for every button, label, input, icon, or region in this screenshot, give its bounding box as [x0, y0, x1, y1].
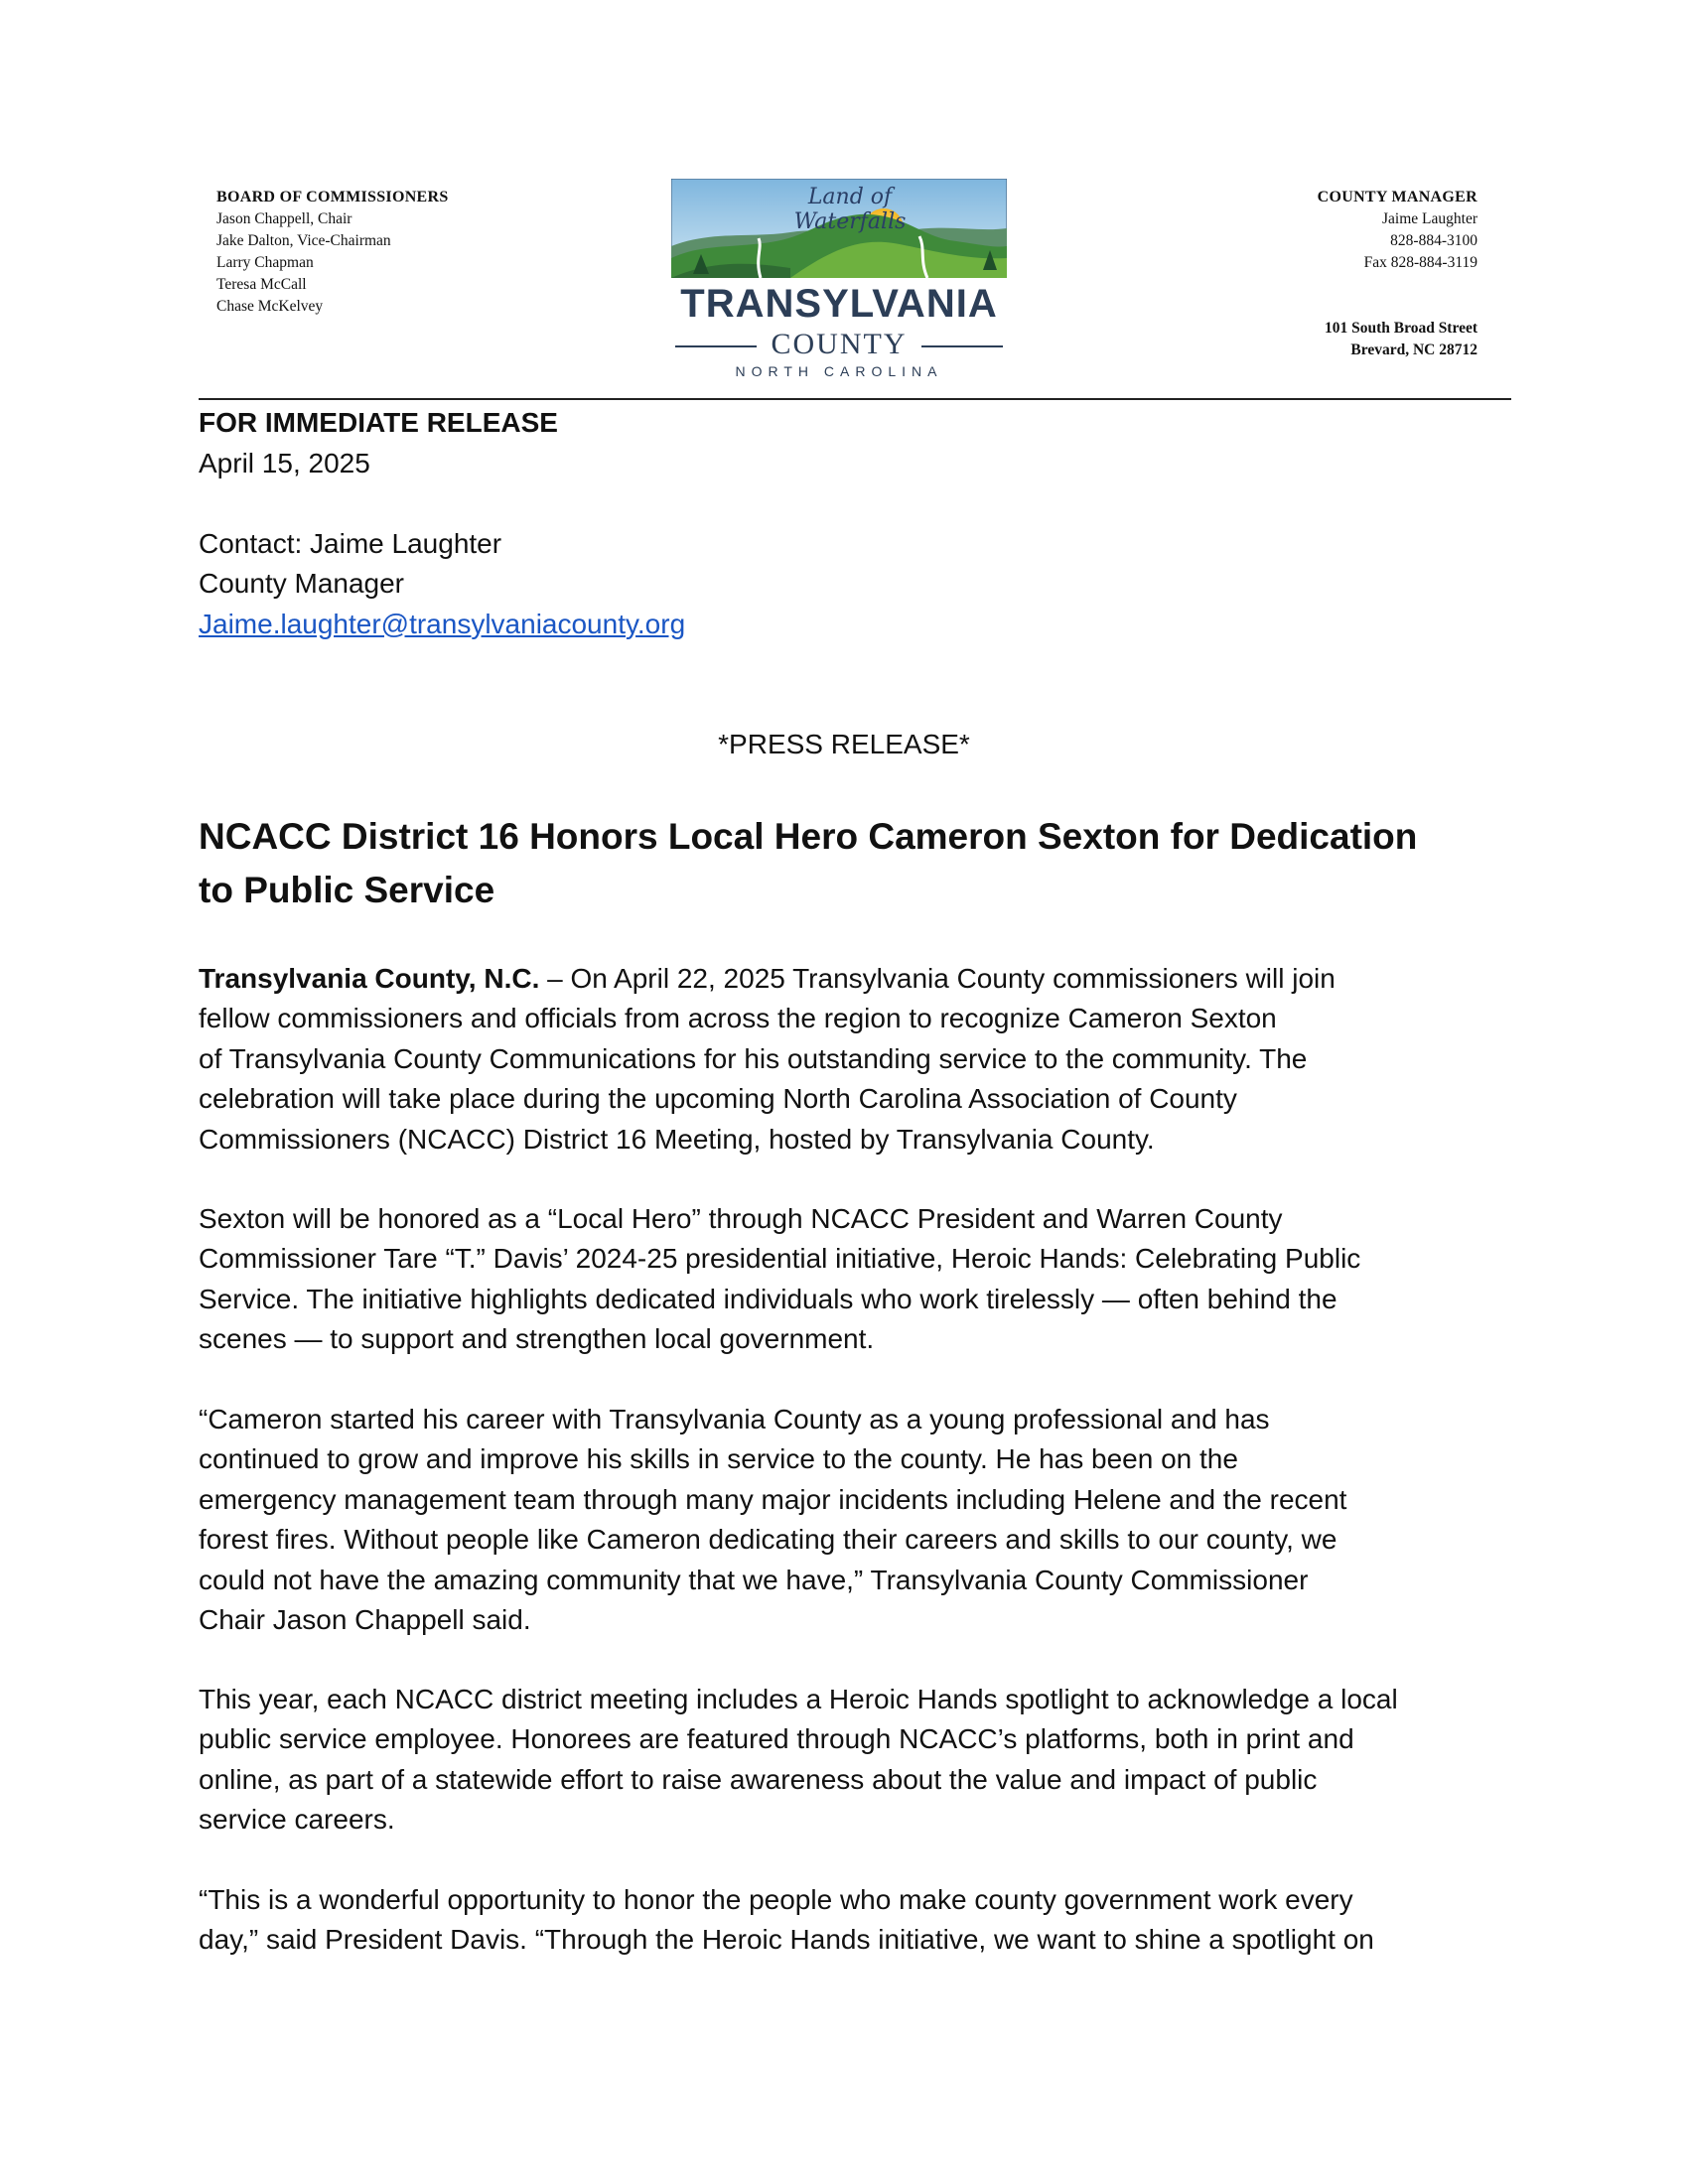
- board-member: Jason Chappell, Chair: [216, 210, 352, 227]
- county-address: [1160, 318, 1477, 361]
- paragraph-line: Chair Jason Chappell said.: [199, 1604, 531, 1636]
- paragraph-line: “This is a wonderful opportunity to honor the people who make county government work every: [199, 1884, 1353, 1915]
- county-manager-block: [1160, 187, 1477, 274]
- paragraph-line: could not have the amazing community that we have,” Transylvania County Commissioner: [199, 1564, 1309, 1595]
- release-label: FOR IMMEDIATE RELEASE: [199, 407, 558, 438]
- paragraph-line: celebration will take place during the upcoming North Carolina Association of County: [199, 1083, 1237, 1115]
- paragraph-line: scenes — to support and strengthen local government.: [199, 1323, 875, 1355]
- paragraph-line: This year, each NCACC district meeting includes a Heroic Hands spotlight to acknowledge a local: [199, 1684, 1398, 1714]
- manager-fax: Fax 828-884-3119: [1363, 254, 1477, 271]
- address-line-1: 101 South Broad Street: [1324, 320, 1477, 337]
- paragraph-line: Sexton will be honored as a “Local Hero” through NCACC President and Warren County: [199, 1203, 1283, 1234]
- headline-line-2: to Public Service: [199, 870, 495, 910]
- contact-email-link[interactable]: Jaime.laughter@transylvaniacounty.org: [199, 608, 686, 639]
- board-member: Chase McKelvey: [216, 298, 324, 315]
- paragraph-line: public service employee. Honorees are featured through NCACC’s platforms, both in print and: [199, 1723, 1354, 1755]
- paragraph-line: day,” said President Davis. “Through the Heroic Hands initiative, we want to shine a spotlight on: [199, 1924, 1374, 1956]
- paragraph-line: service careers.: [199, 1804, 395, 1836]
- manager-name: Jaime Laughter: [1382, 210, 1477, 227]
- paragraph-line: online, as part of a statewide effort to raise awareness about the value and impact of public: [199, 1763, 1318, 1795]
- paragraph-5: [199, 1880, 1489, 1961]
- headline-line-1: NCACC District 16 Honors Local Hero Cameron Sexton for Dedication: [199, 816, 1418, 857]
- headline: [199, 810, 1489, 917]
- paragraph-3: [199, 1400, 1489, 1640]
- header-divider: [199, 398, 1511, 400]
- manager-heading: COUNTY MANAGER: [1317, 189, 1477, 205]
- press-release-label: *PRESS RELEASE*: [718, 729, 970, 759]
- release-info: [199, 403, 1489, 644]
- contact-name: Contact: Jaime Laughter: [199, 527, 502, 559]
- dateline: Transylvania County, N.C.: [199, 963, 540, 994]
- paragraph-line: – On April 22, 2025 Transylvania County commissioners will join: [539, 963, 1336, 994]
- manager-phone: 828-884-3100: [1390, 232, 1477, 249]
- paragraph-line: fellow commissioners and officials from across the region to recognize Cameron Sexton: [199, 1003, 1277, 1034]
- logo-tagline: Land of Waterfalls: [793, 185, 907, 234]
- logo-state: NORTH CAROLINA: [735, 363, 943, 379]
- address-line-2: Brevard, NC 28712: [1350, 341, 1477, 358]
- board-member: Teresa McCall: [216, 276, 307, 293]
- paragraph-1: [199, 959, 1489, 1160]
- release-date: April 15, 2025: [199, 447, 370, 478]
- county-logo: [671, 179, 1007, 387]
- board-heading: BOARD OF COMMISSIONERS: [216, 189, 449, 205]
- paragraph-line: forest fires. Without people like Cameron dedicating their careers and skills to our county, we: [199, 1524, 1337, 1556]
- paragraph-line: Commissioner Tare “T.” Davis’ 2024-25 presidential initiative, Heroic Hands: Celebrating Public: [199, 1243, 1361, 1275]
- paragraph-line: Commissioners (NCACC) District 16 Meeting, hosted by Transylvania County.: [199, 1123, 1155, 1155]
- board-member: Larry Chapman: [216, 254, 314, 271]
- logo-county-row: [671, 328, 1007, 363]
- paragraph-line: of Transylvania County Communications for his outstanding service to the community. The: [199, 1042, 1308, 1074]
- paragraph-line: Service. The initiative highlights dedicated individuals who work tirelessly — often behind the: [199, 1283, 1337, 1314]
- contact-title: County Manager: [199, 568, 405, 599]
- logo-county-name: TRANSYLVANIA: [680, 282, 998, 326]
- paragraph-4: [199, 1680, 1489, 1841]
- spacer: [199, 483, 1489, 524]
- board-of-commissioners: [216, 187, 574, 318]
- board-member: Jake Dalton, Vice-Chairman: [216, 232, 391, 249]
- paragraph-2: [199, 1199, 1489, 1360]
- paragraph-line: emergency management team through many major incidents including Helene and the recent: [199, 1483, 1347, 1515]
- paragraph-line: “Cameron started his career with Transylvania County as a young professional and has: [199, 1404, 1270, 1434]
- logo-rule-right: [921, 345, 1003, 347]
- paragraph-line: continued to grow and improve his skills in service to the county. He has been on the: [199, 1443, 1238, 1475]
- logo-county-word: COUNTY: [771, 328, 908, 360]
